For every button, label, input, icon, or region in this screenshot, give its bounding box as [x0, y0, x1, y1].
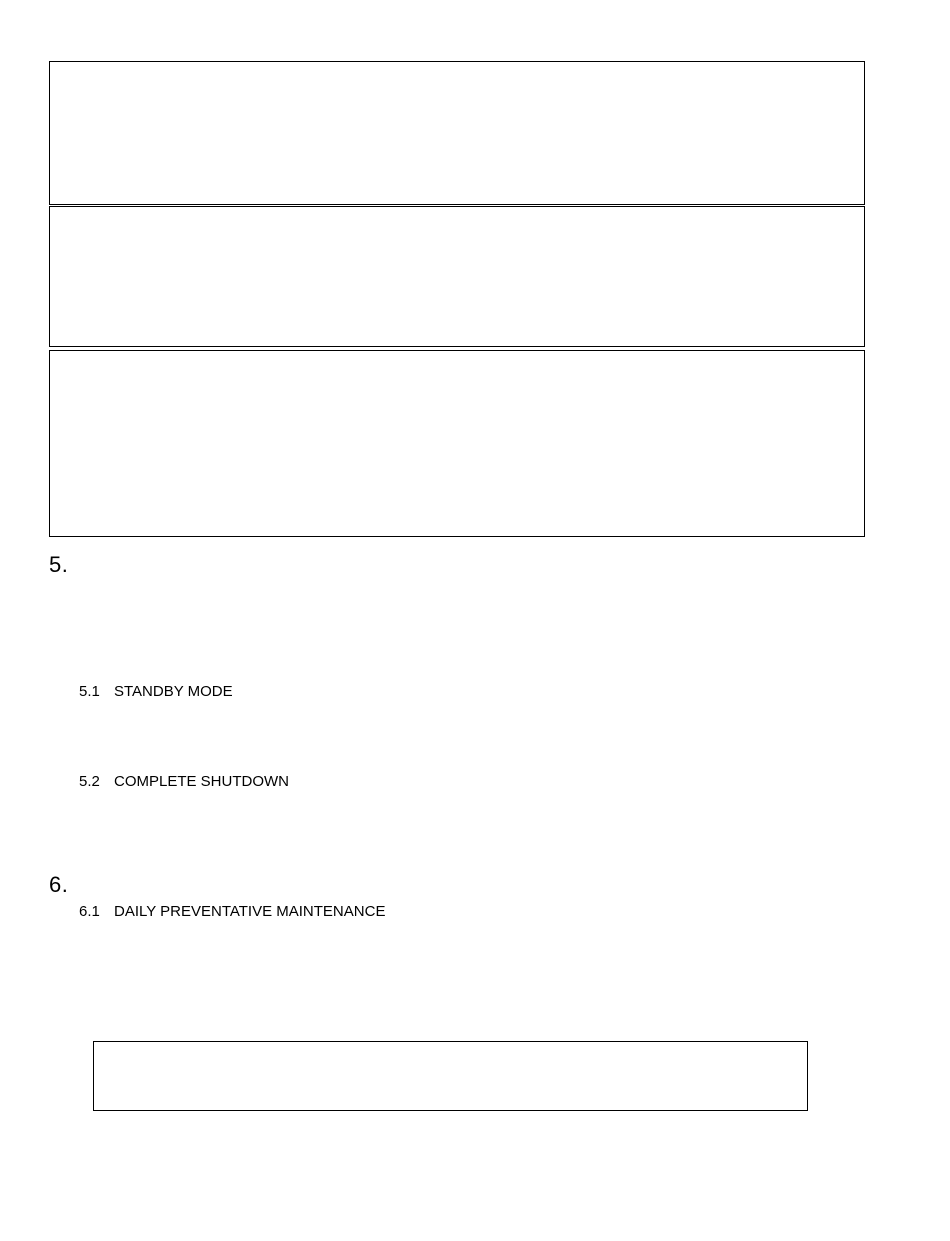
subsection-number: 5.1	[79, 683, 100, 700]
content-box-1	[49, 61, 865, 205]
subsection-title: COMPLETE SHUTDOWN	[114, 773, 290, 790]
subsection-5-2-heading	[79, 774, 289, 789]
subsection-number: 5.2	[79, 773, 100, 790]
subsection-title: DAILY PREVENTATIVE MAINTENANCE	[114, 903, 386, 920]
subsection-title: STANDBY MODE	[114, 683, 233, 700]
content-box-4	[93, 1041, 808, 1111]
content-box-3	[49, 350, 865, 537]
content-box-2	[49, 206, 865, 347]
subsection-5-1-heading	[79, 684, 233, 699]
subsection-number: 6.1	[79, 903, 100, 920]
section-6-heading: 6.	[49, 872, 69, 897]
subsection-6-1-heading	[79, 904, 385, 919]
section-5-heading: 5.	[49, 552, 69, 577]
